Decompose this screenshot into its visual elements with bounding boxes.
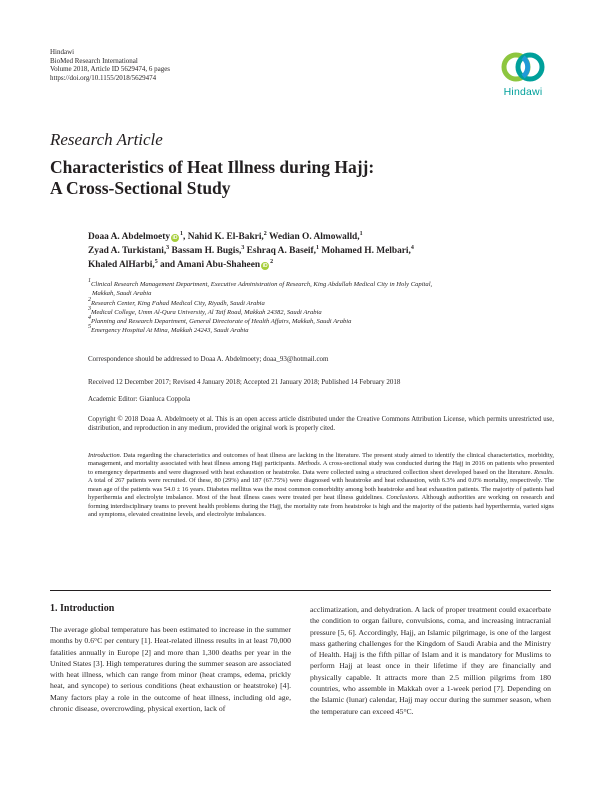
affiliation-number: 5 [88, 324, 91, 331]
section-divider [50, 590, 551, 591]
body-paragraph: acclimatization, and dehydration. A lack of proper treatment could exacerbate the condition to organ failure, convulsions, coma, and increasing intracranial pressure [5, 6]. Accordingly, Hajj, an Islamic pilgrimage, is one of the largest mass gathering challenges for the Kingdom of Saudi Arabia and the Ministry of Health. Hajj is the fifth pillar of Islam and it is mandatory for Muslims to perform Hajj at least once in their lifetime if they are financially and physically capable. It attracts more than 2.5 million pilgrims from 180 countries, who assemble in Makkah over a 1-week period [7]. Depending on the Islamic (lunar) calendar, Hajj may occur during the summer season, when the temperature can exceed 45°C. [310, 605, 551, 716]
affiliation-item [88, 305, 558, 317]
author-name[interactable]: Nahid K. El-Bakri, [187, 232, 264, 242]
hindawi-logo [494, 50, 552, 98]
abstract-results-label: Results. [533, 468, 554, 476]
hindawi-logo-icon [500, 50, 546, 84]
author-name[interactable]: and Amani Abu-Shaheen [160, 260, 261, 271]
doi-link[interactable]: https://doi.org/10.1155/2018/5629474 [50, 73, 157, 82]
logo-wordmark: Hindawi [503, 86, 543, 98]
copyright-notice: Copyright © 2018 Doaa A. Abdelmoety et al. This is an open access article distributed under the Creative Commons Attribution License, which permits unrestricted use, distribution, and reproduction in any medium, provided the original work is properly cited. [88, 416, 554, 433]
volume-line: Volume 2018, Article ID 5629474, 6 pages [50, 65, 171, 74]
author-name[interactable]: Eshraq A. Baseif, [246, 246, 316, 257]
affiliation-number: 3 [88, 305, 91, 312]
correspondence: Correspondence should be addressed to Doaa A. Abdelmoety; doaa_93@hotmail.com [88, 355, 329, 363]
author-affiliation: 1 [359, 231, 363, 237]
author-name[interactable]: Khaled AlHarbi, [88, 260, 155, 271]
publisher-name: Hindawi [50, 48, 75, 56]
affiliation-text: Medical College, Umm Al-Qura University, Al Taif Road, Makkah 24382, Saudi Arabia [91, 308, 322, 316]
affiliation-text: Clinical Research Management Department, Executive Administration of Research, King Abdullah Medical City in Holy Capital, [91, 281, 433, 288]
abstract-results-text: A total of 267 patients were recruited. Of these, 80 (29%) and 187 (67.75%) were diagnosed with heatstroke and heat exhaustion, with 6.3% and 0.0% mortality, respectively. The mean age of the patients was 54.0 ± 16 years. Diabetes mellitus was the most common comorbidity among both heatstroke and heat exhaustion patients. The majority of patients had hyperthermia and electrolyte imbalance. Most of the heat illness cases were treated per heat illness guidelines. [88, 477, 554, 502]
affiliation-text-cont: Makkah, Saudi Arabia [92, 290, 152, 298]
author-list: Doaa A. Abdelmoety $iD^1$, Nahid K. El-Bakri,$^2$ Wedian O. Almowalld,$^1$ Zyad A. Turkistani,$^3$ Bassam H. Bugis,$^3$ Eshraq A. Baseif,$^1$ Mohamed H. Melbari,$^4$ Khaled AlHarbi,$^5$ and Amani Abu-Shaheen $iD^2$ [88, 231, 414, 271]
author-affiliation: 4 [410, 245, 414, 252]
author-affiliation: 2 [263, 231, 267, 237]
body-column-right [310, 604, 551, 717]
body-paragraph: The average global temperature has been estimated to increase in the summer months by 0.6°C per century [1]. Heat-related illness results in at least 70,000 fatalities annually in Europe [2] and more than 1,300 deaths per year in the United States [3]. High temperatures during the summer season are associated with heat illness, which can range from minor (heat cramps, edema, prickly heat, and syncope) to serious conditions (heat exhaustion or heatstroke) [4]. Many factors play a role in the outcome of heat illness, including old age, chronic disease, overcrowding, physical exertion, lack of [50, 625, 291, 714]
author-name[interactable]: Zyad A. Turkistani, [88, 246, 167, 257]
abstract-methods-text: A cross-sectional study was conducted during the Hajj in 2016 on patients who presented to emergency departments and were diagnosed with heat exhaustion or heatstroke. Data were collected using a structured collection sheet developed based on the literature. [88, 460, 554, 476]
section-heading: 1. Introduction [50, 603, 115, 614]
affiliation-item [88, 280, 558, 299]
orcid-icon[interactable]: iD [262, 263, 268, 270]
abstract-intro-label: Introduction. [88, 452, 122, 459]
journal-name: BioMed Research International [50, 56, 138, 65]
academic-editor: Academic Editor: Gianluca Coppola [88, 395, 191, 403]
author-name[interactable]: Wedian O. Almowalld, [268, 232, 360, 242]
abstract-methods-label: Methods. [297, 460, 322, 468]
abstract-conclusions-label: Conclusions. [386, 494, 420, 502]
author-affiliation: 2 [270, 259, 274, 266]
journal-meta [50, 48, 170, 82]
abstract-conclusions-text: Although authorities are working on research and forming interdisciplinary teams to prevent health problems during the Hajj, the mortality rate from heatstroke is high and the majority of the patients had hyperthermia, varied signs and symptoms, elevated creatinine levels, and electrolyte imbalances. [88, 494, 555, 519]
affiliation-item [88, 317, 558, 326]
title-line-1: Characteristics of Heat Illness during Hajj: [50, 157, 375, 177]
author-affiliation: 1 [180, 231, 184, 237]
affiliation-item [88, 296, 558, 308]
author-name[interactable]: Doaa A. Abdelmoety [88, 232, 171, 242]
affiliation-item [88, 326, 558, 335]
affiliation-text: Research Center, King Fahad Medical City, Riyadh, Saudi Arabia [91, 299, 265, 307]
affiliation-list [88, 280, 558, 336]
affiliation-text: Planning and Research Department, General Directorate of Health Affairs, Makkah, Saudi Arabia [91, 318, 352, 326]
abstract-intro-text: Data regarding the characteristics and outcomes of heat illness are lacking in the literature. The present study aimed to identify the clinical characteristics, morbidity, management, and mortality associated with heat illness among Hajj participants. [88, 452, 554, 468]
body-column-left [50, 624, 291, 714]
title-line-2: A Cross-Sectional Study [50, 178, 231, 198]
orcid-icon[interactable]: iD [172, 235, 178, 241]
article-title [50, 157, 470, 199]
author-affiliation: 3 [241, 245, 245, 252]
article-type: Research Article [50, 130, 163, 149]
affiliation-number: 4 [88, 315, 91, 322]
affiliation-number: 1 [88, 278, 91, 284]
abstract [88, 452, 554, 520]
author-name[interactable]: Bassam H. Bugis, [171, 246, 242, 257]
author-affiliation: 5 [154, 259, 158, 266]
author-affiliation: 1 [315, 245, 319, 252]
publication-dates: Received 12 December 2017; Revised 4 January 2018; Accepted 21 January 2018; Published 14 February 2018 [88, 378, 401, 386]
affiliation-number: 2 [88, 296, 91, 303]
affiliation-text: Emergency Hospital At Mina, Makkah 24243, Saudi Arabia [91, 327, 249, 335]
author-name[interactable]: Mohamed H. Melbari, [321, 246, 411, 257]
author-affiliation: 3 [166, 245, 170, 252]
